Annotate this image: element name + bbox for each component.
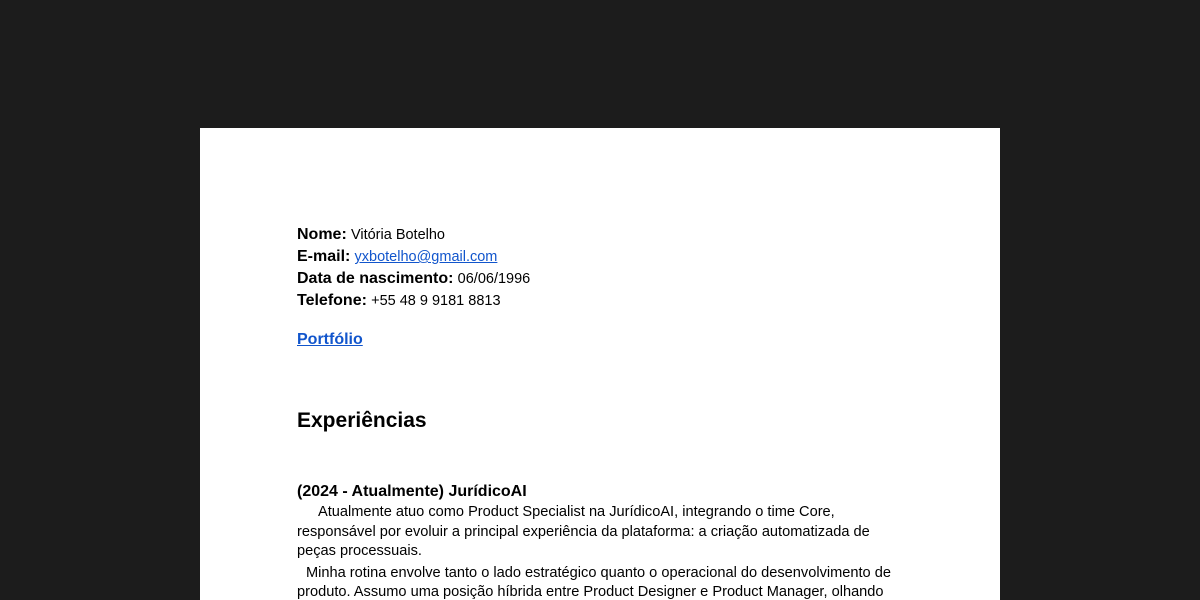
name-line <box>297 224 917 246</box>
phone-label: Telefone: <box>297 292 367 309</box>
email-link[interactable]: yxbotelho@gmail.com <box>354 249 498 265</box>
birth-date-line <box>297 268 917 290</box>
birth-date-label: Data de nascimento: <box>297 270 454 287</box>
job-description-paragraph: Minha rotina envolve tanto o lado estratégico quanto o operacional do desenvolvimento de produto. Assumo uma posição híbrida entre Product Designer e Product Manager, olhando <box>297 564 891 600</box>
name-value: Vitória Botelho <box>350 227 445 243</box>
phone-value: +55 48 9 9181 8813 <box>371 293 501 309</box>
resume-content <box>297 224 917 600</box>
experiences-heading: Experiências <box>297 409 427 432</box>
birth-date-value: 06/06/1996 <box>457 271 531 287</box>
email-label: E-mail: <box>297 248 351 265</box>
job-title: (2024 - Atualmente) JurídicoAI <box>297 483 527 500</box>
document-page <box>200 128 1000 600</box>
email-line <box>297 246 917 268</box>
job-description-paragraph: Atualmente atuo como Product Specialist na JurídicoAI, integrando o time Core, responsável por evoluir a principal experiência da plataforma: a criação automatizada de peças processuais. <box>297 504 870 559</box>
phone-line <box>297 290 917 312</box>
name-label: Nome: <box>297 226 347 243</box>
portfolio-link[interactable]: Portfólio <box>297 331 363 348</box>
